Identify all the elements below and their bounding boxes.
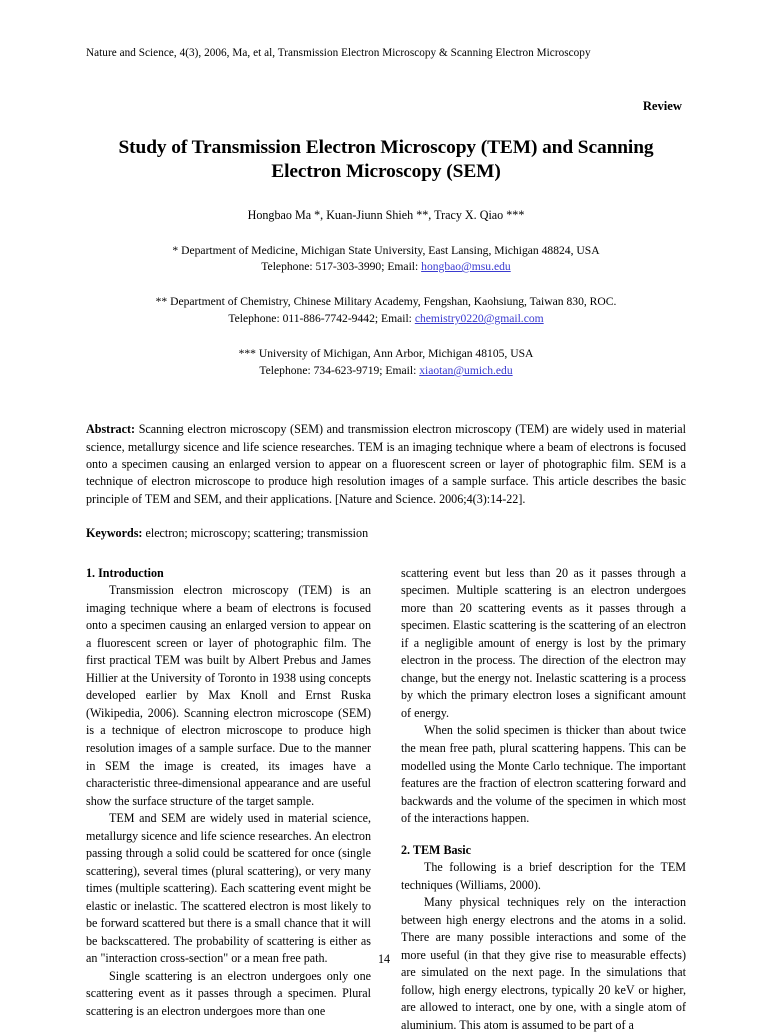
abstract-text: Scanning electron microscopy (SEM) and transmission electron microscopy (TEM) are widely used in material science, metallurgy sicence and life science researches. TEM is an imaging technique where a beam of electrons is focused onto a specimen causing an enlarged version to appear on a fluorescent screen or layer of photographic film. SEM is a technique of electron microscope to produce high resolution images of a sample surface. This article describes the basic principle of TEM and SEM, and their applications. [Nature and Science. 2006;4(3):14-22]. bbox=[86, 422, 686, 506]
right-paragraph-2: Many physical techniques rely on the interaction between high energy electrons and the atoms in a solid. There are many possible interactions and some of the more useful (in that they give rise to measurable effects) are simulated on the next page. In the simulations that follow, high energy electrons, typically 20 keV or higher, are allowed to interact, one by one, with a single atom of aluminium. This atom is assumed to be part of a bbox=[401, 895, 686, 1032]
affiliation-1-email-link[interactable]: hongbao@msu.edu bbox=[421, 259, 511, 273]
left-paragraph-2: TEM and SEM are widely used in material science, metallurgy sicence and life science researches. An electron passing through a solid could be scattered for once (single scattering), several times (plural scattering), or very many times (multiple scattering). Each scattering event might be elastic or inelastic. The scattered electron is most likely to be forward scattered but there is a small chance that it will be backscattered. The probability of scattering is either as an "interaction cross-section" or a mean free path. bbox=[86, 811, 371, 966]
author-list: Hongbao Ma *, Kuan-Jiunn Shieh **, Tracy X. Qiao *** bbox=[247, 208, 525, 223]
affiliation-3-address: *** University of Michigan, Ann Arbor, Michigan 48105, USA bbox=[238, 347, 534, 361]
keywords-text: electron; microscopy; scattering; transmission bbox=[142, 526, 369, 541]
affiliation-2-contact bbox=[86, 311, 686, 327]
affiliation-1-address: * Department of Medicine, Michigan State University, East Lansing, Michigan 48824, USA bbox=[172, 243, 600, 257]
running-head: Nature and Science, 4(3), 2006, Ma, et al, Transmission Electron Microscopy & Scanning Electron Microscopy bbox=[86, 47, 591, 59]
affiliation-2 bbox=[86, 294, 686, 327]
affiliation-3 bbox=[86, 346, 686, 379]
affiliation-2-phone: Telephone: 011-886-7742-9442; Email: bbox=[228, 311, 415, 325]
affiliation-1-contact bbox=[86, 259, 686, 275]
article-type-label: Review bbox=[642, 98, 682, 113]
affiliation-2-email-link[interactable]: chemistry0220@gmail.com bbox=[414, 311, 544, 325]
affiliation-1-phone: Telephone: 517-303-3990; Email: bbox=[261, 259, 422, 273]
page-title: Study of Transmission Electron Microscopy (TEM) and Scanning Electron Microscopy (SEM) bbox=[118, 136, 654, 183]
section-heading-tem-basic: 2. TEM Basic bbox=[401, 842, 471, 857]
page-number: 14 bbox=[377, 952, 391, 966]
affiliation-2-address: ** Department of Chemistry, Chinese Military Academy, Fengshan, Kaohsiung, Taiwan 830, ROC. bbox=[155, 295, 617, 309]
right-continuation-paragraph: scattering event but less than 20 as it passes through a specimen. Multiple scattering is an electron undergoes more than 20 scattering events as it passes through a specimen. Elastic scattering is the scattering of an electron if a negligible amount of energy is lost by the primary electron in the process. The direction of the electron may change, but the energy not. Inelastic scattering is a process by which the primary electron loses a significant amount of energy. bbox=[401, 565, 686, 720]
right-paragraph-1: The following is a brief description for the TEM techniques (Williams, 2000). bbox=[401, 860, 686, 892]
section-heading-introduction: 1. Introduction bbox=[86, 565, 164, 580]
affiliation-3-email-link[interactable]: xiaotan@umich.edu bbox=[419, 363, 513, 377]
affiliation-3-contact bbox=[86, 363, 686, 379]
affiliation-3-phone: Telephone: 734-623-9719; Email: bbox=[259, 363, 420, 377]
abstract-paragraph bbox=[86, 421, 686, 508]
abstract-label: Abstract: bbox=[86, 422, 136, 437]
keywords-label: Keywords: bbox=[86, 526, 143, 541]
affiliation-1 bbox=[86, 243, 686, 276]
keywords-line bbox=[86, 525, 686, 542]
left-paragraph-3: Single scattering is an electron undergoes only one scattering event as it passes through a specimen. Plural scattering is an electron undergoes more than one bbox=[86, 968, 371, 1018]
right-paragraph-monte-carlo: When the solid specimen is thicker than about twice the mean free path, plural scattering happens. This can be modelled using the Monte Carlo technique. The important features are the fraction of electron scattering forward and backwards and the volume of the specimen in which most of the interactions happen. bbox=[401, 723, 686, 826]
left-paragraph-1: Transmission electron microscopy (TEM) is an imaging technique where a beam of electrons is focused onto a specimen causing an enlarged version to appear on a fluorescent screen or layer of photographic film. The first practical TEM was built by Albert Prebus and James Hillier at the University of Toronto in 1938 using concepts developed earlier by Max Knoll and Ernst Ruska (Wikipedia, 2006). Scanning electron microscope (SEM) is a technique of electron microscope to produce high resolution images of a sample surface. Due to the manner in SEM the image is created, its images have a characteristic three-dimensional appearance and are useful show the surface structure of the target sample. bbox=[86, 583, 371, 808]
